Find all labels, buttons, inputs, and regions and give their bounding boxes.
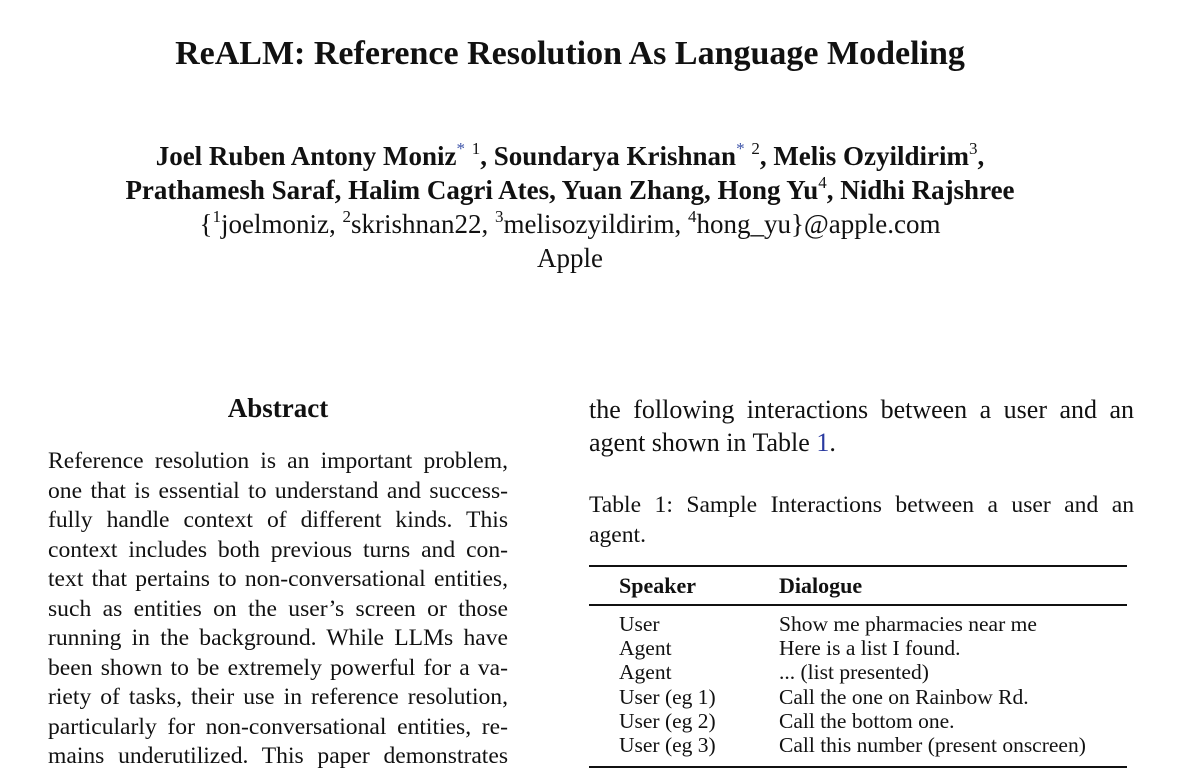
table-cell-dialogue: Here is a list I found. [779, 636, 961, 661]
table-reference-link[interactable]: 1 [816, 428, 830, 457]
table-header-rule [589, 604, 1127, 606]
author-line-2 [0, 173, 1140, 207]
affiliation-superscript: 1 [471, 139, 481, 158]
author-block [0, 139, 1140, 275]
affiliation: Apple [537, 243, 603, 273]
table-top-rule [589, 565, 1127, 567]
email-part: hong_yu}@apple.com [696, 209, 941, 239]
column-header-dialogue: Dialogue [779, 573, 863, 598]
table-cell-dialogue: Call the one on Rainbow Rd. [779, 684, 1029, 709]
author-separator: , [759, 141, 774, 171]
table-cell-speaker: User (eg 3) [619, 733, 716, 758]
body-text: . [829, 428, 836, 457]
caption-line: Table 1: Sample Interactions between a user and an [589, 492, 1134, 518]
abstract-line: one that is essential to understand and success- [48, 477, 508, 504]
dialogue-column [779, 612, 1086, 757]
table-cell-speaker: User (eg 2) [619, 708, 716, 733]
table-cell-dialogue: ... (list presented) [779, 660, 929, 685]
email-part: melisozyildirim, [503, 209, 688, 239]
table-caption [589, 490, 1134, 550]
paper-title: ReALM: Reference Resolution As Language Modeling [175, 35, 965, 72]
column-header-speaker: Speaker [619, 573, 696, 598]
table-cell-dialogue: Show me pharmacies near me [779, 612, 1037, 636]
table-cell-speaker: User (eg 1) [619, 684, 716, 709]
body-line [589, 426, 1134, 459]
abstract-line: running in the background. While LLMs have [48, 625, 508, 651]
table-cell-dialogue: Call the bottom one. [779, 708, 955, 733]
author-name: Soundarya Krishnan [493, 141, 737, 171]
abstract-line: fully handle context of different kinds. This [48, 507, 508, 533]
body-line: the following interactions between a user and an [589, 395, 1134, 424]
speaker-column [619, 612, 716, 757]
author-names: Prathamesh Saraf, Halim Cagri Ates, Yuan Zhang, Hong Yu [125, 175, 819, 205]
abstract-line: text that pertains to non-conversational entities, [48, 566, 508, 592]
affiliation-superscript: 2 [751, 139, 760, 158]
affiliation-superscript: 3 [969, 139, 978, 158]
table-cell-speaker: Agent [619, 660, 672, 685]
body-text: agent shown in Table [589, 428, 817, 457]
table-cell-speaker: User [619, 612, 660, 636]
table-cell-speaker: Agent [619, 636, 672, 661]
email-superscript: 2 [342, 207, 351, 226]
email-part: skrishnan22, [350, 209, 495, 239]
body-paragraph [589, 393, 1134, 459]
author-line-1 [0, 139, 1140, 173]
table-bottom-rule [589, 766, 1127, 768]
author-emails [0, 207, 1140, 241]
author-separator: , [977, 141, 985, 171]
equal-contribution-mark: * [456, 139, 465, 158]
abstract-line: such as entities on the user’s screen or those [48, 595, 508, 622]
email-superscript: 1 [212, 207, 221, 226]
abstract-line: particularly for non-conversational entities, re- [48, 713, 508, 740]
abstract-line: been shown to be extremely powerful for a va- [48, 654, 508, 681]
table-cell-dialogue: Call this number (present onscreen) [779, 733, 1086, 758]
affiliation-superscript: 4 [818, 173, 827, 192]
abstract-body [48, 447, 508, 772]
email-superscript: 4 [687, 207, 697, 226]
abstract-line: context includes both previous turns and con- [48, 536, 508, 563]
author-name: Joel Ruben Antony Moniz [155, 141, 457, 171]
author-name: Melis Ozyildirim [773, 141, 970, 171]
author-names: , Nidhi Rajshree [826, 175, 1015, 205]
email-brace: { [199, 209, 213, 239]
email-superscript: 3 [494, 207, 504, 226]
abstract-line: Reference resolution is an important problem, [48, 448, 508, 474]
email-part: joelmoniz, [220, 209, 343, 239]
author-separator: , [480, 141, 494, 171]
abstract-line: mains underutilized. This paper demonstrates [48, 743, 508, 769]
abstract-line: riety of tasks, their use in reference resolution, [48, 684, 508, 710]
caption-line: agent. [589, 522, 646, 548]
abstract-heading: Abstract [227, 393, 329, 423]
equal-contribution-mark: * [736, 139, 745, 158]
